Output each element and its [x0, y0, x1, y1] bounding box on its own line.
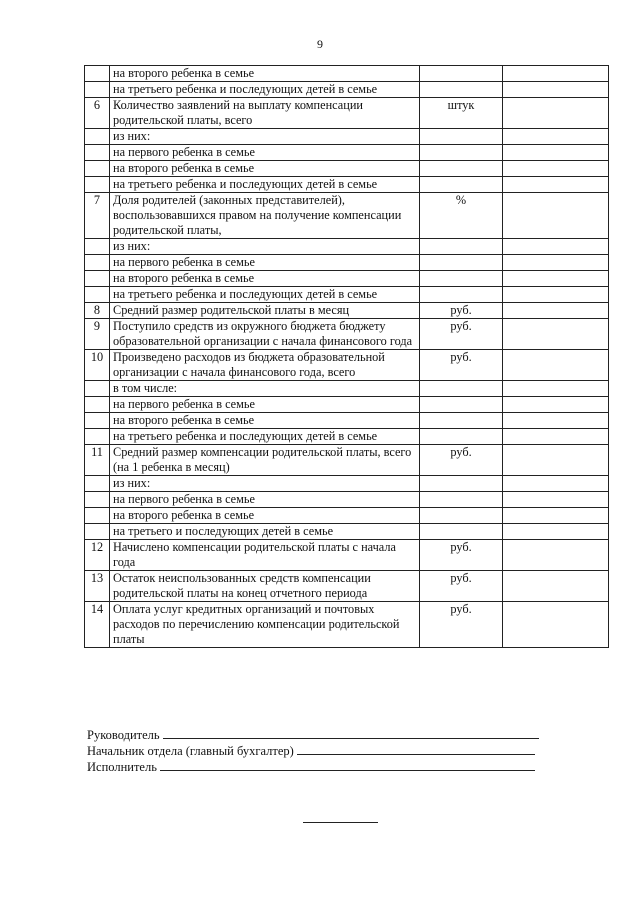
row-indicator-cell: на третьего ребенка и последующих детей в семье: [110, 82, 420, 98]
row-unit-cell: [420, 492, 503, 508]
row-indicator-cell: на первого ребенка в семье: [110, 145, 420, 161]
row-indicator-cell: Остаток неиспользованных средств компенсации родительской платы на конец отчетного периода: [110, 571, 420, 602]
table-row: [85, 145, 609, 161]
table-row: [85, 129, 609, 145]
row-unit-cell: [420, 524, 503, 540]
row-indicator-cell: Произведено расходов из бюджета образовательной организации с начала финансового года, всего: [110, 350, 420, 381]
table-row: [85, 287, 609, 303]
table-row: [85, 602, 609, 648]
row-number-cell: [85, 287, 110, 303]
row-value-cell: [503, 397, 609, 413]
row-value-cell: [503, 429, 609, 445]
row-unit-cell: [420, 381, 503, 397]
report-table: [84, 65, 609, 648]
row-number-cell: [85, 255, 110, 271]
table-row: [85, 445, 609, 476]
row-unit-cell: [420, 161, 503, 177]
row-unit-cell: руб.: [420, 350, 503, 381]
table-row: [85, 429, 609, 445]
signature-blank-executor: [160, 759, 535, 771]
row-value-cell: [503, 524, 609, 540]
table-row: [85, 524, 609, 540]
row-unit-cell: [420, 429, 503, 445]
table-row: [85, 255, 609, 271]
row-value-cell: [503, 413, 609, 429]
signature-line-executor: [87, 759, 547, 775]
row-unit-cell: [420, 397, 503, 413]
table-row: [85, 540, 609, 571]
row-unit-cell: [420, 145, 503, 161]
row-indicator-cell: на третьего и последующих детей в семье: [110, 524, 420, 540]
row-indicator-cell: из них:: [110, 239, 420, 255]
row-indicator-cell: на первого ребенка в семье: [110, 397, 420, 413]
table-row: [85, 303, 609, 319]
signature-label-head: Руководитель: [87, 728, 160, 742]
row-indicator-cell: на второго ребенка в семье: [110, 508, 420, 524]
end-rule: [303, 822, 378, 823]
signature-label-executor: Исполнитель: [87, 760, 157, 774]
row-number-cell: [85, 429, 110, 445]
table-row: [85, 82, 609, 98]
row-indicator-cell: из них:: [110, 129, 420, 145]
signature-blank-head: [163, 727, 539, 739]
row-number-cell: 13: [85, 571, 110, 602]
row-indicator-cell: Средний размер родительской платы в месяц: [110, 303, 420, 319]
row-value-cell: [503, 492, 609, 508]
row-number-cell: [85, 129, 110, 145]
row-number-cell: [85, 271, 110, 287]
row-value-cell: [503, 129, 609, 145]
row-value-cell: [503, 508, 609, 524]
row-number-cell: [85, 82, 110, 98]
row-indicator-cell: на первого ребенка в семье: [110, 492, 420, 508]
row-number-cell: [85, 508, 110, 524]
row-number-cell: 12: [85, 540, 110, 571]
signature-block: [87, 727, 547, 775]
row-number-cell: [85, 145, 110, 161]
row-unit-cell: [420, 271, 503, 287]
signature-blank-chief: [297, 743, 535, 755]
row-value-cell: [503, 145, 609, 161]
row-unit-cell: [420, 82, 503, 98]
row-indicator-cell: из них:: [110, 476, 420, 492]
row-indicator-cell: на второго ребенка в семье: [110, 271, 420, 287]
row-value-cell: [503, 381, 609, 397]
row-value-cell: [503, 98, 609, 129]
row-unit-cell: штук: [420, 98, 503, 129]
row-value-cell: [503, 161, 609, 177]
row-unit-cell: руб.: [420, 571, 503, 602]
row-indicator-cell: на третьего ребенка и последующих детей в семье: [110, 177, 420, 193]
row-unit-cell: [420, 413, 503, 429]
row-value-cell: [503, 540, 609, 571]
row-number-cell: [85, 177, 110, 193]
row-value-cell: [503, 287, 609, 303]
row-indicator-cell: на третьего ребенка и последующих детей в семье: [110, 287, 420, 303]
table-row: [85, 193, 609, 239]
row-number-cell: [85, 524, 110, 540]
row-number-cell: [85, 161, 110, 177]
row-indicator-cell: Поступило средств из окружного бюджета бюджету образовательной организации с начала финансового года: [110, 319, 420, 350]
row-number-cell: 14: [85, 602, 110, 648]
report-table-body: [85, 66, 609, 648]
table-row: [85, 239, 609, 255]
row-value-cell: [503, 571, 609, 602]
row-number-cell: [85, 381, 110, 397]
row-indicator-cell: Количество заявлений на выплату компенсации родительской платы, всего: [110, 98, 420, 129]
signature-label-chief: Начальник отдела (главный бухгалтер): [87, 744, 294, 758]
row-value-cell: [503, 271, 609, 287]
row-unit-cell: [420, 255, 503, 271]
table-row: [85, 66, 609, 82]
row-indicator-cell: Оплата услуг кредитных организаций и почтовых расходов по перечислению компенсации родительской платы: [110, 602, 420, 648]
row-unit-cell: руб.: [420, 319, 503, 350]
row-unit-cell: руб.: [420, 445, 503, 476]
signature-line-head: [87, 727, 547, 743]
row-value-cell: [503, 445, 609, 476]
table-row: [85, 476, 609, 492]
row-unit-cell: [420, 66, 503, 82]
table-row: [85, 571, 609, 602]
row-number-cell: [85, 397, 110, 413]
row-number-cell: 9: [85, 319, 110, 350]
row-number-cell: 7: [85, 193, 110, 239]
row-value-cell: [503, 82, 609, 98]
signature-line-chief: [87, 743, 547, 759]
table-row: [85, 350, 609, 381]
row-unit-cell: [420, 508, 503, 524]
row-indicator-cell: на третьего ребенка и последующих детей в семье: [110, 429, 420, 445]
row-unit-cell: руб.: [420, 540, 503, 571]
row-indicator-cell: Средний размер компенсации родительской платы, всего (на 1 ребенка в месяц): [110, 445, 420, 476]
row-indicator-cell: на первого ребенка в семье: [110, 255, 420, 271]
row-number-cell: [85, 492, 110, 508]
row-unit-cell: руб.: [420, 303, 503, 319]
page-number: 9: [317, 37, 323, 51]
row-unit-cell: %: [420, 193, 503, 239]
row-value-cell: [503, 193, 609, 239]
row-number-cell: [85, 239, 110, 255]
table-row: [85, 381, 609, 397]
row-indicator-cell: на второго ребенка в семье: [110, 161, 420, 177]
row-value-cell: [503, 255, 609, 271]
row-number-cell: 8: [85, 303, 110, 319]
row-number-cell: 11: [85, 445, 110, 476]
row-unit-cell: [420, 287, 503, 303]
table-row: [85, 413, 609, 429]
table-row: [85, 271, 609, 287]
row-value-cell: [503, 602, 609, 648]
table-row: [85, 508, 609, 524]
row-value-cell: [503, 303, 609, 319]
row-unit-cell: [420, 177, 503, 193]
row-value-cell: [503, 476, 609, 492]
row-number-cell: [85, 413, 110, 429]
row-value-cell: [503, 66, 609, 82]
row-indicator-cell: Начислено компенсации родительской платы с начала года: [110, 540, 420, 571]
table-row: [85, 161, 609, 177]
row-value-cell: [503, 319, 609, 350]
row-unit-cell: [420, 129, 503, 145]
row-unit-cell: [420, 476, 503, 492]
row-indicator-cell: в том числе:: [110, 381, 420, 397]
row-number-cell: 10: [85, 350, 110, 381]
table-row: [85, 397, 609, 413]
row-indicator-cell: Доля родителей (законных представителей), воспользовавшихся правом на получение компенсации родительской платы,: [110, 193, 420, 239]
row-number-cell: [85, 66, 110, 82]
table-row: [85, 177, 609, 193]
table-row: [85, 98, 609, 129]
row-unit-cell: [420, 239, 503, 255]
row-indicator-cell: на второго ребенка в семье: [110, 66, 420, 82]
row-number-cell: [85, 476, 110, 492]
table-row: [85, 319, 609, 350]
row-value-cell: [503, 239, 609, 255]
row-value-cell: [503, 177, 609, 193]
row-value-cell: [503, 350, 609, 381]
table-row: [85, 492, 609, 508]
row-number-cell: 6: [85, 98, 110, 129]
row-unit-cell: руб.: [420, 602, 503, 648]
row-indicator-cell: на второго ребенка в семье: [110, 413, 420, 429]
